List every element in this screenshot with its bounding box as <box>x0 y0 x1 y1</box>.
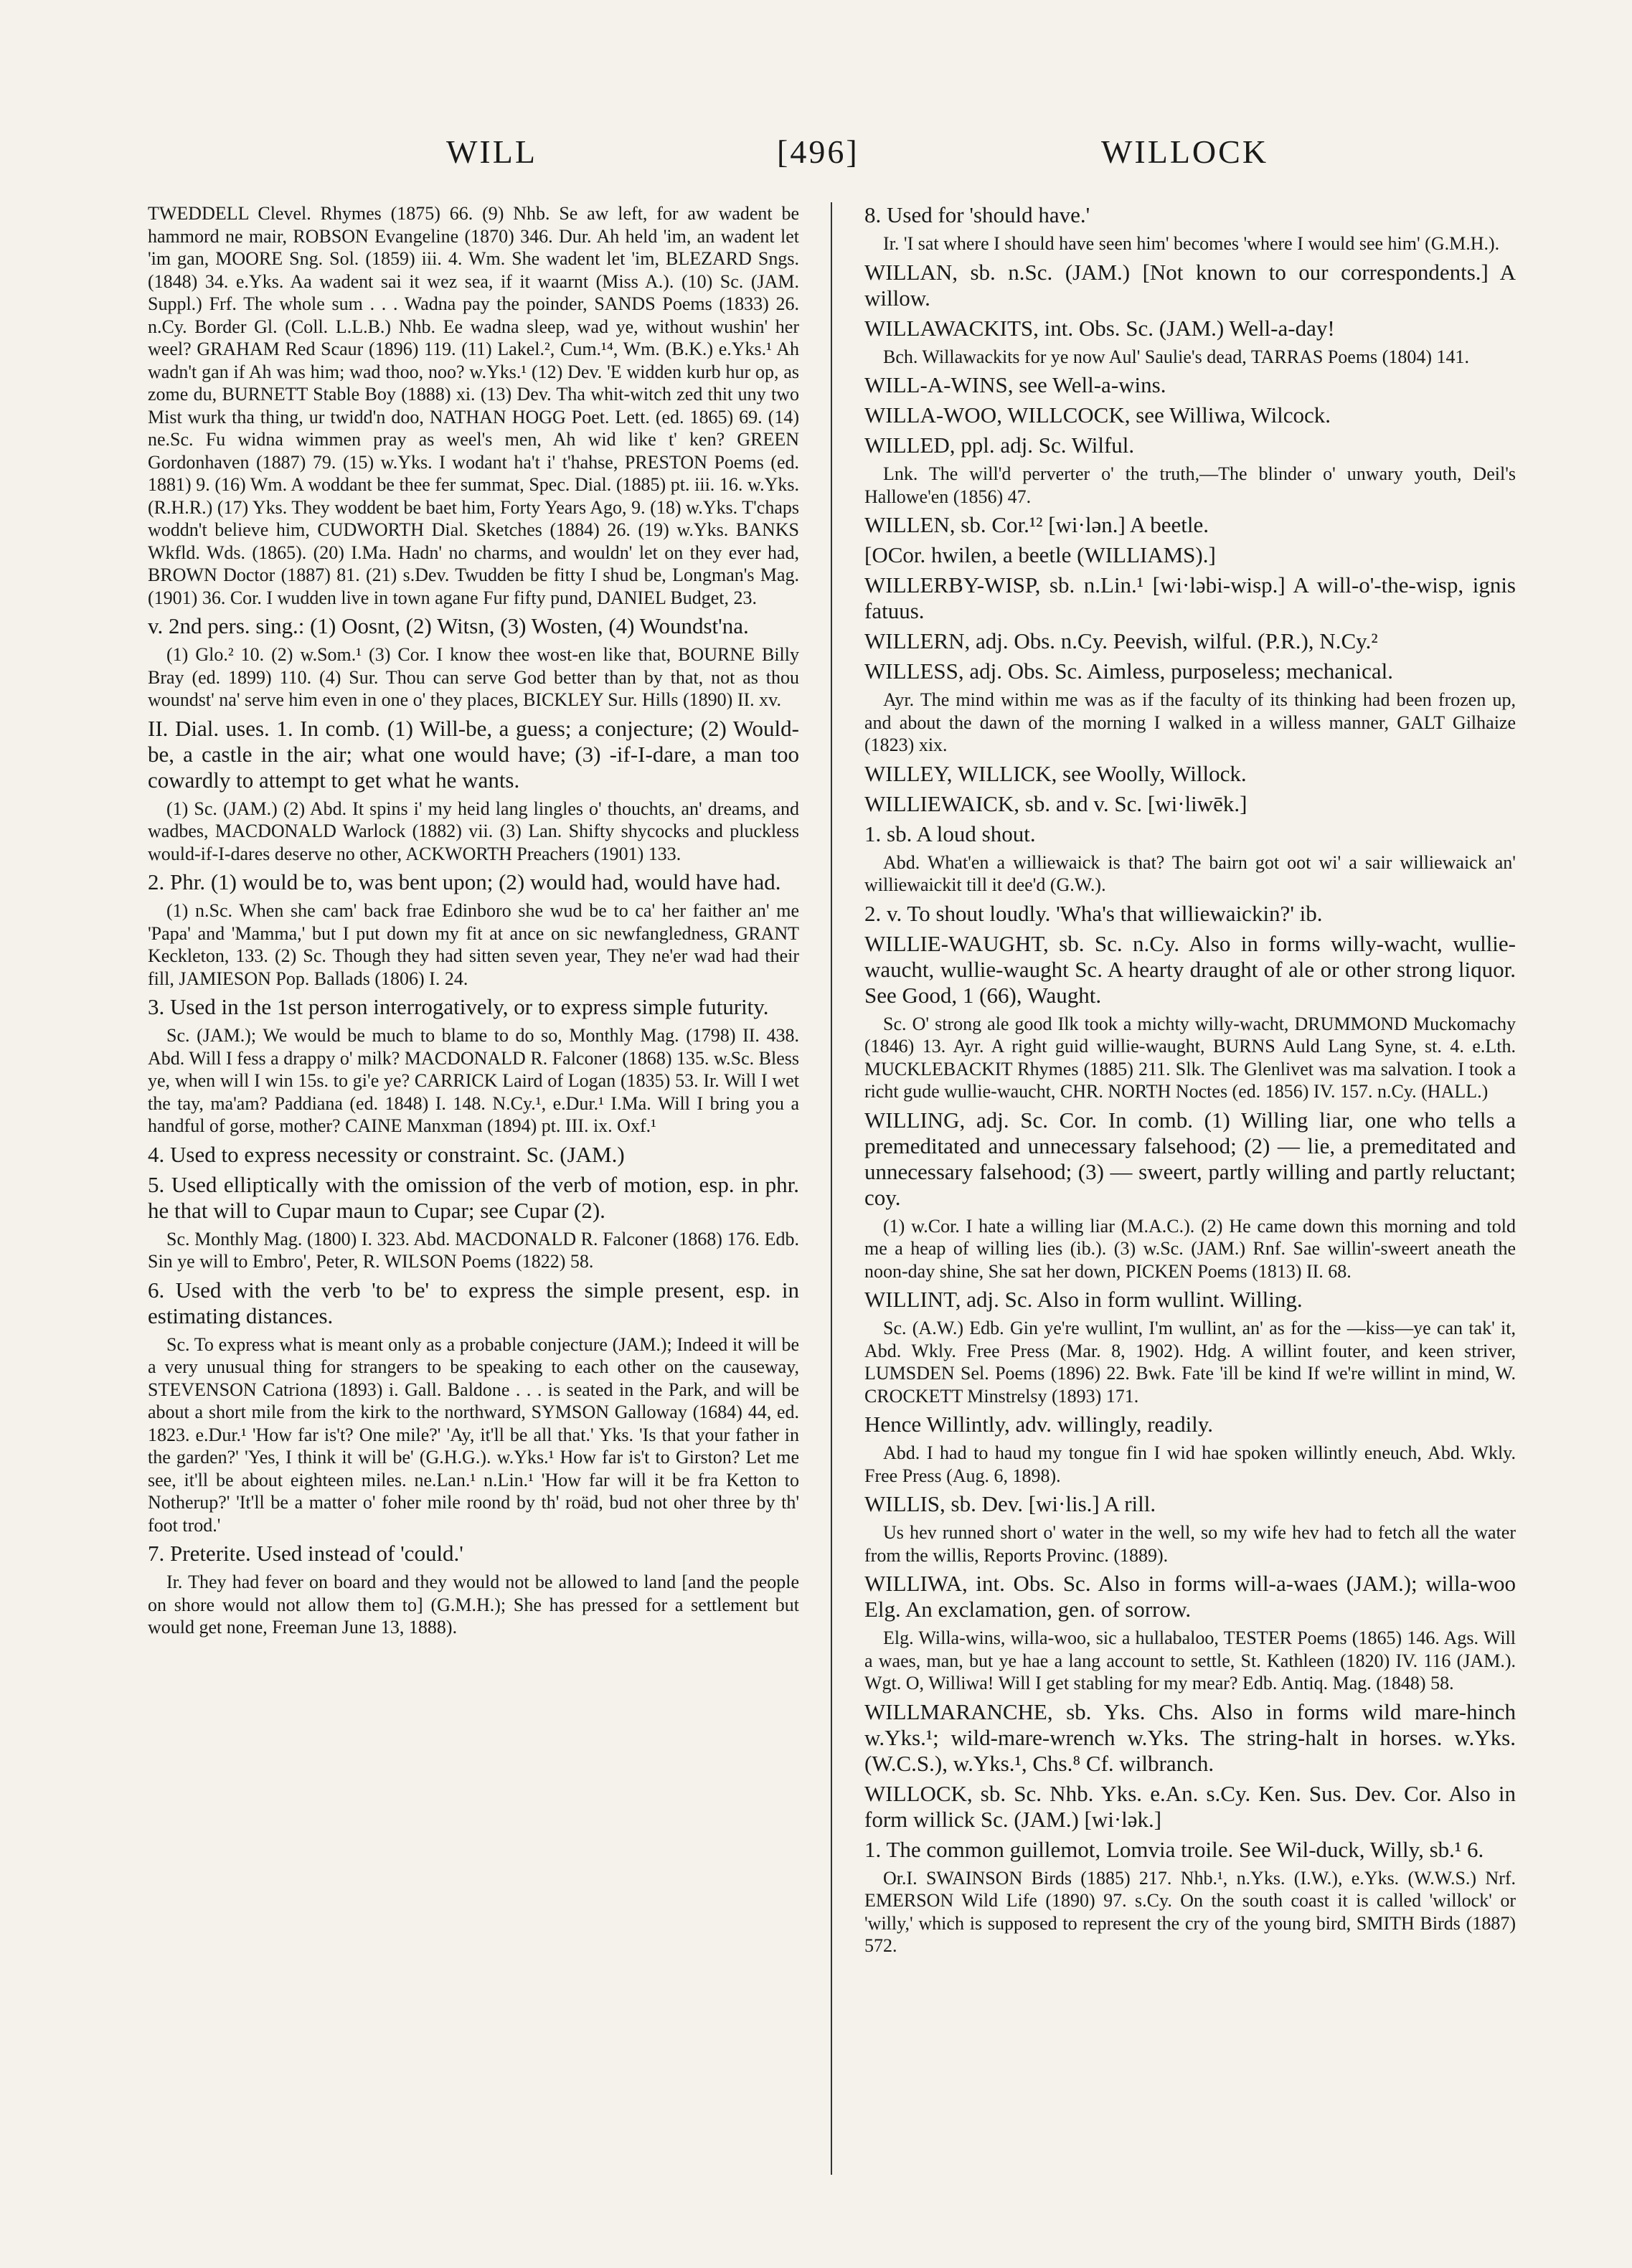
dictionary-entry: WILLOCK, sb. Sc. Nhb. Yks. e.An. s.Cy. Ken. Sus. Dev. Cor. Also in form willick Sc. (JAM.) [wi·lək.] <box>864 1780 1516 1832</box>
dictionary-entry: WILLIEWAICK, sb. and v. Sc. [wi·liwēk.] <box>864 790 1247 816</box>
dictionary-entry: 4. Used to express necessity or constraint. Sc. (JAM.) <box>148 1141 625 1167</box>
dictionary-entry: WILLESS, adj. Obs. Sc. Aimless, purposeless; mechanical. <box>864 658 1393 684</box>
citation-paragraph: Ir. 'I sat where I should have seen him' becomes 'where I would see him' (G.M.H.). <box>883 233 1500 254</box>
right-running-head: WILLOCK <box>1101 133 1269 170</box>
page-number: [496] <box>777 133 859 170</box>
citation-paragraph: (1) n.Sc. When she cam' back frae Edinboro she wud be to ca' her faither an' me 'Papa' and 'Mamma,' but I put down my fit at ance on sic newfangledness, GRANT Keckleton, 133. (2) Sc. Though they had sitten seven year, They ne'er wad had their fill, JAMIESON Pop. Ballads (1806) I. 24. <box>148 900 799 989</box>
citation-paragraph: Or.I. SWAINSON Birds (1885) 217. Nhb.¹, n.Yks. (I.W.), e.Yks. (W.W.S.) Nrf. EMERSON Wild Life (1890) 97. s.Cy. On the south coast it is called 'willock' or 'willy,' which is supposed to represent the cry of the young bird, SMITH Birds (1887) 572. <box>864 1867 1516 1956</box>
dictionary-entry: Hence Willintly, adv. willingly, readily. <box>864 1412 1214 1437</box>
dictionary-entry: 2. Phr. (1) would be to, was bent upon; (2) would had, would have had. <box>148 869 781 894</box>
citation-paragraph: Bch. Willawackits for ye now Aul' Saulie's dead, TARRAS Poems (1804) 141. <box>883 346 1469 367</box>
citation-paragraph: Ir. They had fever on board and they would not be allowed to land [and the people on shore would not allow them to] (G.M.H.); She has pressed for a settlement but would get none, Freeman June 13, 1888). <box>148 1572 799 1638</box>
dictionary-entry: 1. sb. A loud shout. <box>864 821 1036 846</box>
citation-paragraph: (1) Glo.² 10. (2) w.Som.¹ (3) Cor. I know thee wost-en like that, BOURNE Billy Bray (ed. 1899) 110. (4) Sur. Thou can serve God better than by that, not as thou woundst' na' serve him even in one o' they places, BICKLEY Sur. Hills (1890) II. xv. <box>148 644 799 710</box>
left-running-head: WILL <box>446 133 537 170</box>
dictionary-entry: 6. Used with the verb 'to be' to express the simple present, esp. in estimating distances. <box>148 1277 799 1328</box>
column-divider <box>831 202 832 2175</box>
dictionary-entry: WILLEN, sb. Cor.¹² [wi·lən.] A beetle. <box>864 512 1209 537</box>
dictionary-entry: WILLA-WOO, WILLCOCK, see Williwa, Wilcock. <box>864 402 1331 427</box>
citation-paragraph: Elg. Willa-wins, willa-woo, sic a hullabaloo, TESTER Poems (1865) 146. Ags. Will a waes, man, but ye hae a lang account to settle, St. Kathleen (1820) IV. 116 (JAM.). Wgt. O, Williwa! Will I get stabling for my mear? Edb. Antiq. Mag. (1848) 58. <box>864 1627 1516 1693</box>
dictionary-entry: 5. Used elliptically with the omission of the verb of motion, esp. in phr. he that will to Cupar maun to Cupar; see Cupar (2). <box>148 1171 799 1223</box>
dictionary-entry: WILLING, adj. Sc. Cor. In comb. (1) Willing liar, one who tells a premeditated and unnecessary falsehood; (2) — lie, a premeditated and unnecessary falsehood; (3) — sweert, partly willing and partly reluctant; coy. <box>864 1107 1516 1210</box>
right-column <box>864 202 1516 1962</box>
dictionary-entry: WILL-A-WINS, see Well-a-wins. <box>864 372 1166 397</box>
dictionary-entry: WILLED, ppl. adj. Sc. Wilful. <box>864 433 1135 458</box>
dictionary-entry: WILLEY, WILLICK, see Woolly, Willock. <box>864 760 1247 786</box>
page-header <box>0 133 1632 176</box>
citation-paragraph: Abd. I had to haud my tongue fin I wid hae spoken willintly eneuch, Abd. Wkly. Free Press (Aug. 6, 1898). <box>864 1442 1516 1486</box>
dictionary-entry: [OCor. hwilen, a beetle (WILLIAMS).] <box>864 542 1216 567</box>
citation-paragraph: TWEDDELL Clevel. Rhymes (1875) 66. (9) Nhb. Se aw left, for aw wadent be hammord ne mair, ROBSON Evangeline (1870) 346. Dur. Ah held 'im, an wadent let 'im gan, MOORE Sng. Sol. (1859) iii. 4. Wm. She wadent let 'im, BLEZARD Sngs. (1848) 34. e.Yks. Aa wadent sai it wez sea, if it waarnt (Miss A.). (10) Sc. (JAM. Suppl.) Frf. The whole sum . . . Wadna pay the poinder, SANDS Poems (1833) 26. n.Cy. Border Gl. (Coll. L.L.B.) Nhb. Ee wadna sleep, wad ye, without wushin' her weel? GRAHAM Red Scaur (1896) 119. (11) Lakel.², Cum.¹⁴, Wm. (B.K.) e.Yks.¹ Ah wadn't gan if Ah was him; wad thoo, noo? w.Yks.¹ (12) Dev. 'E widden kurb hur op, as zome du, BURNETT Stable Boy (1888) xi. (13) Dev. Tha whit-witch zed thit uny two Mist wurk tha thing, ur twidd'n doo, NATHAN HOGG Poet. Lett. (ed. 1865) 69. (14) ne.Sc. Fu widna wimmen pray as weel's men, Ah wid like t' ken? GREEN Gordonhaven (1887) 79. (15) w.Yks. I wodant ha't i' t'hahse, PRESTON Poems (ed. 1881) 9. (16) Wm. A woddant be thee fer summat, Spec. Dial. (1885) pt. iii. 16. w.Yks. (R.H.R.) (17) Yks. They woddent be baet him, Forty Years Ago, 9. (18) w.Yks. T'chaps woddn't believe him, CUDWORTH Dial. Sketches (1884) 26. (19) w.Yks. BANKS Wkfld. Wds. (1865). (20) I.Ma. Hadn' no charms, and wouldn' let on they ever had, BROWN Doctor (1887) 81. (21) s.Dev. Twudden be fitty I shud be, Longman's Mag. (1901) 36. Cor. I wudden live in town agane Fur fifty pund, DANIEL Budget, 23. <box>148 203 799 608</box>
dictionary-entry: v. 2nd pers. sing.: (1) Oosnt, (2) Witsn, (3) Wosten, (4) Woundst'na. <box>148 613 749 638</box>
citation-paragraph: Lnk. The will'd perverter o' the truth,—The blinder o' unwary youth, Deil's Hallowe'en (1856) 47. <box>864 463 1516 507</box>
dictionary-entry: WILLIS, sb. Dev. [wi·lis.] A rill. <box>864 1491 1156 1516</box>
dictionary-entry: WILLAWACKITS, int. Obs. Sc. (JAM.) Well-a-day! <box>864 315 1335 341</box>
dictionary-entry: 1. The common guillemot, Lomvia troile. See Wil-duck, Willy, sb.¹ 6. <box>864 1836 1484 1862</box>
dictionary-entry: WILLERN, adj. Obs. n.Cy. Peevish, wilful. (P.R.), N.Cy.² <box>864 628 1378 653</box>
citation-paragraph: (1) Sc. (JAM.) (2) Abd. It spins i' my heid lang lingles o' thouchts, an' dreams, and wadbes, MACDONALD Warlock (1882) vii. (3) Lan. Shifty shycocks and pluckless would-if-I-dares deserve no other, ACKWORTH Preachers (1901) 133. <box>148 798 799 864</box>
dictionary-entry: WILLAN, sb. n.Sc. (JAM.) [Not known to our correspondents.] A willow. <box>864 259 1516 311</box>
dictionary-entry: WILLERBY-WISP, sb. n.Lin.¹ [wi·ləbi-wisp.] A will-o'-the-wisp, ignis fatuus. <box>864 572 1516 623</box>
dictionary-entry: WILLINT, adj. Sc. Also in form wullint. Willing. <box>864 1287 1303 1312</box>
citation-paragraph: Sc. (A.W.) Edb. Gin ye're wullint, I'm wullint, an' as for the —kiss—ye can tak' it, Abd. Wkly. Free Press (Mar. 8, 1902). Hdg. A willint fouter, and keen striver, LUMSDEN Sel. Poems (1896) 22. Bwk. Fate 'ill be kind If we're willint in mind, W. CROCKETT Minstrelsy (1893) 171. <box>864 1318 1516 1407</box>
citation-paragraph: Us hev runned short o' water in the well, so my wife hev had to fetch all the water from the willis, Reports Provinc. (1889). <box>864 1522 1516 1566</box>
citation-paragraph: Sc. To express what is meant only as a probable conjecture (JAM.); Indeed it will be a very unusual thing for strangers to be speaking to each other on the causeway, STEVENSON Catriona (1893) i. Gall. Baldone . . . is seated in the Park, and will be about a short mile from the kirk to the northward, SYMSON Galloway (1684) 44, ed. 1823. e.Dur.¹ 'How far is't? One mile?' 'Ay, it'll be all that.' Yks. 'Is that your father in the garden?' 'Yes, I think it will be' (G.H.G.). w.Yks.¹ How far is't to Girston? Let me see, it'll be about eighteen miles. ne.Lan.¹ n.Lin.¹ 'How far will it be fra Ketton to Notherup?' 'It'll be a matter o' foher mile roond by th' roäd, bud not oher three by th' foot trod.' <box>148 1333 799 1536</box>
citation-paragraph: Abd. What'en a williewaick is that? The bairn got oot wi' a sair williewaick an' williewaickit till it dee'd (G.W.). <box>864 851 1516 895</box>
citation-paragraph: Ayr. The mind within me was as if the faculty of its thinking had been frozen up, and about the dawn of the morning I walked in a willess manner, GALT Gilhaize (1823) xix. <box>864 689 1516 755</box>
citation-paragraph: (1) w.Cor. I hate a willing liar (M.A.C.). (2) He came down this morning and told me a heap of willing lies (ib.). (3) w.Sc. (JAM.) Rnf. Sae willin'-sweert aneath the noon-day shine, She sat her down, PICKEN Poems (1813) II. 68. <box>864 1215 1516 1282</box>
dictionary-entry: 2. v. To shout loudly. 'Wha's that williewaickin?' ib. <box>864 900 1323 926</box>
dictionary-entry: II. Dial. uses. 1. In comb. (1) Will-be, a guess; a conjecture; (2) Would-be, a castle in the air; what one would have; (3) -if-I-dare, a man too cowardly to attempt to get what he wants. <box>148 715 799 793</box>
dictionary-entry: 3. Used in the 1st person interrogatively, or to express simple futurity. <box>148 994 769 1019</box>
dictionary-entry: WILLMARANCHE, sb. Yks. Chs. Also in forms wild mare-hinch w.Yks.¹; wild-mare-wrench w.Yks. The string-halt in horses. w.Yks. (W.C.S.), w.Yks.¹, Chs.⁸ Cf. wilbranch. <box>864 1698 1516 1776</box>
citation-paragraph: Sc. O' strong ale good Ilk took a michty willy-wacht, DRUMMOND Muckomachy (1846) 13. Ayr. A right guid willie-waught, BURNS Auld Lang Syne, st. 4. e.Lth. MUCKLEBACKIT Rhymes (1885) 211. Slk. The Glenlivet was ma salvation. I took a richt gude wullie-waucht, CHR. NORTH Noctes (ed. 1856) IV. 157. n.Cy. (HALL.) <box>864 1013 1516 1102</box>
dictionary-entry: 8. Used for 'should have.' <box>864 202 1090 227</box>
dictionary-entry: 7. Preterite. Used instead of 'could.' <box>148 1541 463 1566</box>
citation-paragraph: Sc. Monthly Mag. (1800) I. 323. Abd. MACDONALD R. Falconer (1868) 176. Edb. Sin ye will to Embro', Peter, R. WILSON Poems (1822) 58. <box>148 1228 799 1272</box>
dictionary-entry: WILLIWA, int. Obs. Sc. Also in forms will-a-waes (JAM.); willa-woo Elg. An exclamation, gen. of sorrow. <box>864 1571 1516 1622</box>
citation-paragraph: Sc. (JAM.); We would be much to blame to do so, Monthly Mag. (1798) II. 438. Abd. Will I fess a drappy o' milk? MACDONALD R. Falconer (1868) 135. w.Sc. Bless ye, when will I win 15s. to gi'e ye? CARRICK Laird of Logan (1835) 53. Ir. Will I wet the tay, ma'am? Paddiana (ed. 1848) I. 148. N.Cy.¹, e.Dur.¹ I.Ma. Will I bring you a handful of gorse, mother? CAINE Manxman (1894) pt. III. ix. Oxf.¹ <box>148 1025 799 1136</box>
left-column <box>148 202 799 1643</box>
dictionary-entry: WILLIE-WAUGHT, sb. Sc. n.Cy. Also in forms willy-wacht, wullie-waucht, wullie-waught Sc. A hearty draught of ale or other strong liquor. See Good, 1 (66), Waught. <box>864 930 1516 1008</box>
